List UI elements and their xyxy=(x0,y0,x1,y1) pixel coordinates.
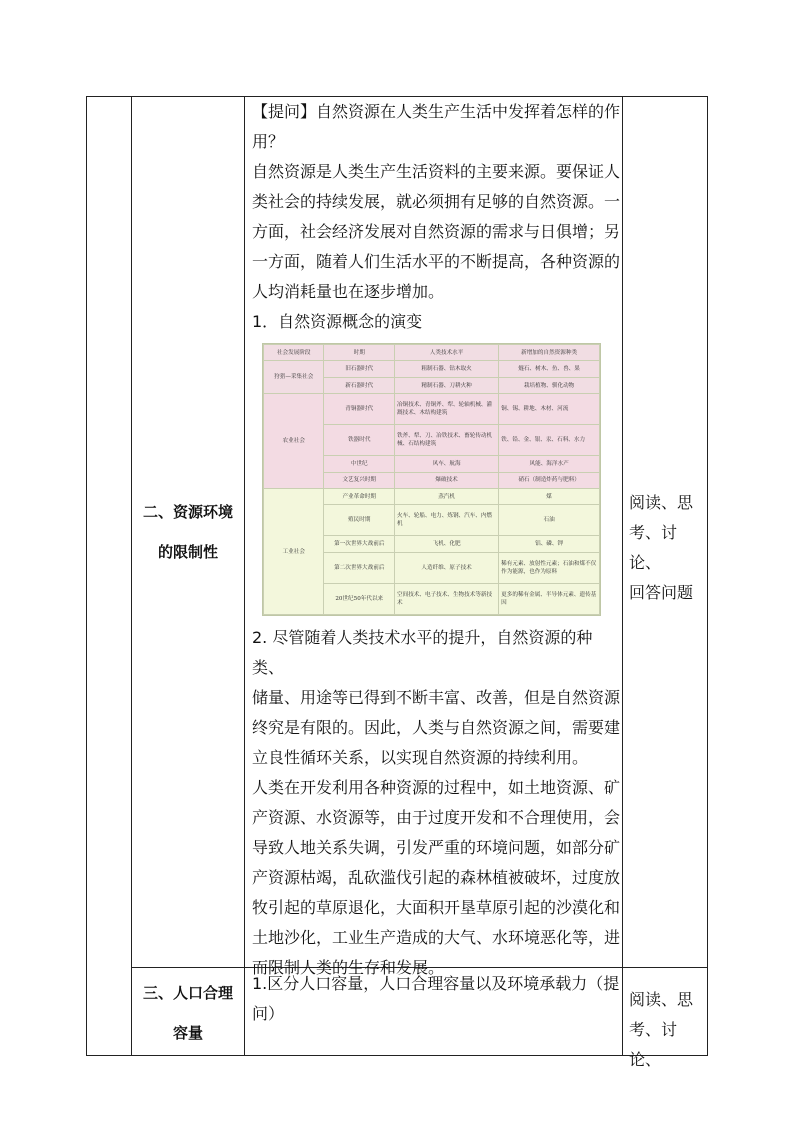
table-border-col2 xyxy=(244,96,245,1056)
resource-cell: 稀有元素、放射性元素；石油和煤不仅作为能源，也作为原料 xyxy=(499,552,600,583)
period-cell: 产业革命时期 xyxy=(324,489,395,505)
activity-line: 考、讨论、 xyxy=(629,523,678,572)
resource-cell: 煤 xyxy=(499,489,600,505)
table-header-cell: 社会发展阶段 xyxy=(264,345,324,361)
period-cell: 旧石器时代 xyxy=(324,361,395,377)
paragraph-line: 一方面，随着人们生活水平的不断提高，各种资源的 xyxy=(252,252,621,271)
paragraph-line: 类社会的持续发展，就必须拥有足够的自然资源。一 xyxy=(252,192,621,211)
tech-cell: 火车、轮船、电力、炼钢、汽车、内燃机 xyxy=(395,505,499,536)
content-cell-population xyxy=(252,969,620,1029)
paragraph-line: 方面，社会经济发展对自然资源的需求与日俱增；另 xyxy=(252,222,621,241)
subheading-concept-evolution: 1．自然资源概念的演变 xyxy=(252,312,423,331)
tech-cell: 冶铜技术、青铜斧、犁、轮轴机械、灌溉技术、木结构建筑 xyxy=(395,394,499,425)
period-cell: 中世纪 xyxy=(324,456,395,472)
section-title-line1: 二、资源环境 xyxy=(142,503,233,521)
resource-cell: 石油 xyxy=(499,505,600,536)
resource-evolution-table-figure xyxy=(262,343,601,616)
paragraph-line: 而限制人类的生存和发展。 xyxy=(252,958,445,977)
resource-cell: 铝、磷、钾 xyxy=(499,536,600,552)
period-cell: 青铜器时代 xyxy=(324,394,395,425)
table-header-cell: 新增加的自然资源种类 xyxy=(499,345,600,361)
stage-cell: 工业社会 xyxy=(264,489,324,615)
stage-cell: 农业社会 xyxy=(264,394,324,489)
period-cell: 殖民时期 xyxy=(324,505,395,536)
tech-cell: 铁斧、犁、刀、冶铁技术、畜轮传动机械、石结构建筑 xyxy=(395,425,499,456)
resource-cell: 铁、铅、金、银、汞、石料、水力 xyxy=(499,425,600,456)
paragraph-line: 储量、用途等已得到不断丰富、改善，但是自然资源 xyxy=(252,688,621,707)
paragraph-line: 1.区分人口容量，人口合理容量以及环境承载力（提 xyxy=(252,974,620,993)
resource-cell: 风能、海洋水产 xyxy=(499,456,600,472)
activity-line: 考、讨论、 xyxy=(629,1020,678,1069)
tech-cell: 蒸汽机 xyxy=(395,489,499,505)
table-header-cell: 时期 xyxy=(324,345,395,361)
activity-line: 阅读、思 xyxy=(629,990,694,1009)
period-cell: 新石器时代 xyxy=(324,377,395,393)
paragraph-line: 土地沙化，工业生产造成的大气、水环境恶化等，进 xyxy=(252,928,621,947)
resource-cell: 铜、锡、耕地、木材、河流 xyxy=(499,394,600,425)
table-border-right xyxy=(707,96,708,1056)
table-border-bottom xyxy=(86,1055,708,1056)
period-cell: 铁器时代 xyxy=(324,425,395,456)
stage-cell: 狩猎—采集社会 xyxy=(264,361,324,394)
table-row xyxy=(264,394,600,425)
resource-cell: 更多的稀有金属、半导体元素、遗传基因 xyxy=(499,583,600,614)
section-title-resource xyxy=(133,492,243,572)
section-title-line2: 容量 xyxy=(172,1024,203,1042)
tech-cell: 爆破技术 xyxy=(395,472,499,488)
paragraph-line: 产资源枯竭，乱砍滥伐引起的森林植被破坏，过度放 xyxy=(252,868,621,887)
section-title-population xyxy=(133,973,243,1053)
table-row xyxy=(264,489,600,505)
tech-cell: 风车、航海 xyxy=(395,456,499,472)
question-line: 用？ xyxy=(252,132,285,151)
period-cell: 第一次世界大战前后 xyxy=(324,536,395,552)
period-cell: 20世纪50年代以来 xyxy=(324,583,395,614)
period-cell: 第二次世界大战前后 xyxy=(324,552,395,583)
question-line: 【提问】自然资源在人类生产生活中发挥着怎样的作 xyxy=(252,102,621,121)
resource-evolution-table xyxy=(263,344,600,615)
activity-cell-resource xyxy=(629,488,707,608)
paragraph-line: 自然资源是人类生产生活资料的主要来源。要保证人 xyxy=(252,162,621,181)
paragraph-line: 牧引起的草原退化，大面积开垦草原引起的沙漠化和 xyxy=(252,898,621,917)
tech-cell: 精制石器、刀耕火种 xyxy=(395,377,499,393)
content-cell-resource xyxy=(252,97,620,337)
table-border-col3 xyxy=(622,96,623,1056)
tech-cell: 空间技术、电子技术、生物技术等新技术 xyxy=(395,583,499,614)
table-header-row xyxy=(264,345,600,361)
activity-cell-population xyxy=(629,985,707,1075)
table-border-col1 xyxy=(131,96,132,1056)
period-cell: 文艺复兴时期 xyxy=(324,472,395,488)
tech-cell: 粗制石器、钻木取火 xyxy=(395,361,499,377)
table-border-left xyxy=(86,96,87,1056)
paragraph-line: 终究是有限的。因此，人类与自然资源之间，需要建 xyxy=(252,718,621,737)
table-header-cell: 人类技术水平 xyxy=(395,345,499,361)
tech-cell: 飞机、化肥 xyxy=(395,536,499,552)
paragraph-line: 立良性循环关系，以实现自然资源的持续利用。 xyxy=(252,748,589,767)
resource-cell: 栽培植物、驯化动物 xyxy=(499,377,600,393)
paragraph-line: 问） xyxy=(252,1004,285,1023)
table-row xyxy=(264,361,600,377)
section-title-line1: 三、人口合理 xyxy=(142,984,233,1002)
paragraph-line: 产资源、水资源等，由于过度开发和不合理使用，会 xyxy=(252,808,621,827)
section-title-line2: 的限制性 xyxy=(157,543,218,561)
resource-cell: 硝石（制造炸药与肥料） xyxy=(499,472,600,488)
paragraph-line: 人类在开发利用各种资源的过程中，如土地资源、矿 xyxy=(252,778,621,797)
resource-cell: 燧石、树木、鱼、兽、果 xyxy=(499,361,600,377)
tech-cell: 人造纤维、原子技术 xyxy=(395,552,499,583)
activity-line: 阅读、思 xyxy=(629,493,694,512)
content-cell-resource-cont xyxy=(252,623,620,983)
paragraph-line: 2. 尽管随着人类技术水平的提升，自然资源的种类、 xyxy=(252,628,593,677)
activity-line: 回答问题 xyxy=(629,583,694,602)
paragraph-line: 人均消耗量也在逐步增加。 xyxy=(252,282,445,301)
paragraph-line: 导致人地关系失调，引发严重的环境问题，如部分矿 xyxy=(252,838,621,857)
